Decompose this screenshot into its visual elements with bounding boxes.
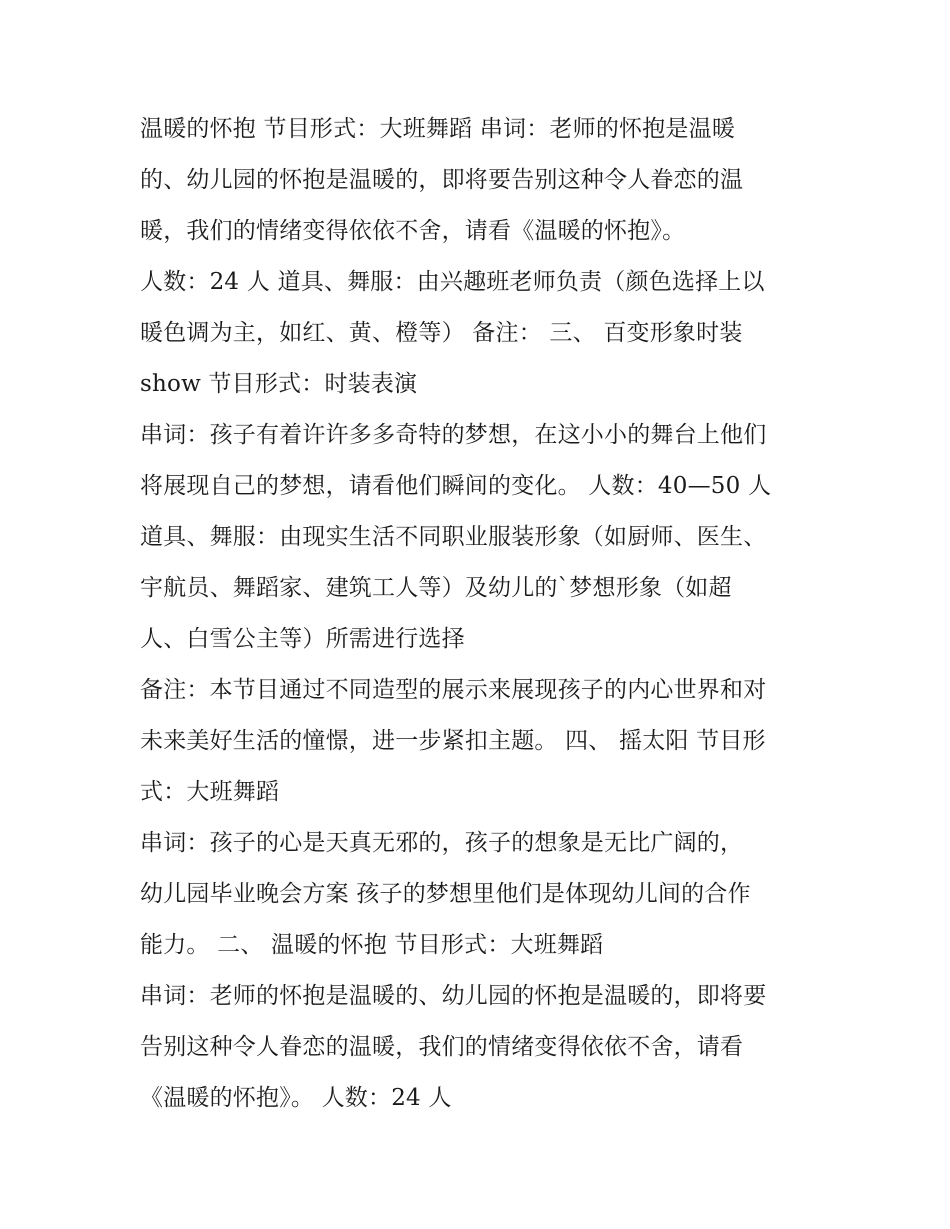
text-line-12: 备注：本节目通过不同造型的展示来展现孩子的内心世界和对 xyxy=(140,677,767,703)
text-line-13: 未来美好生活的憧憬，进一步紧扣主题。 四、 摇太阳 节目形 xyxy=(140,728,766,754)
text-line-2: 的、幼儿园的怀抱是温暖的，即将要告别这种令人眷恋的温 xyxy=(140,167,744,193)
text-line-7: 串词：孩子有着许许多多奇特的梦想，在这小小的舞台上他们 xyxy=(140,422,767,448)
text-line-17: 能力。 二、 温暖的怀抱 节目形式：大班舞蹈 xyxy=(140,932,604,958)
text-line-3: 暖，我们的情绪变得依依不舍，请看《温暖的怀抱》。 xyxy=(140,218,686,244)
text-line-18: 串词：老师的怀抱是温暖的、幼儿园的怀抱是温暖的，即将要 xyxy=(140,983,767,1009)
text-line-15: 串词：孩子的心是天真无邪的，孩子的想象是无比广阔的， xyxy=(140,830,744,856)
text-line-19: 告别这种令人眷恋的温暖，我们的情绪变得依依不舍，请看 xyxy=(140,1034,744,1060)
text-line-10: 宇航员、舞蹈家、建筑工人等）及幼儿的`梦想形象（如超 xyxy=(140,575,732,601)
text-body xyxy=(140,110,840,1130)
text-line-5: 暖色调为主，如红、黄、橙等） 备注： 三、 百变形象时装 xyxy=(140,320,743,346)
text-line-11: 人、白雪公主等）所需进行选择 xyxy=(140,626,465,652)
text-line-20: 《温暖的怀抱》。 人数：24 人 xyxy=(140,1085,452,1111)
text-line-8: 将展现自己的梦想，请看他们瞬间的变化。 人数：40—50 人 xyxy=(140,473,772,499)
text-line-16: 幼儿园毕业晚会方案 孩子的梦想里他们是体现幼儿间的合作 xyxy=(140,881,751,907)
text-line-4: 人数：24 人 道具、舞服：由兴趣班老师负责（颜色选择上以 xyxy=(140,269,765,295)
text-line-6: show 节目形式：时装表演 xyxy=(140,371,418,397)
text-line-9: 道具、舞服：由现实生活不同职业服装形象（如厨师、医生、 xyxy=(140,524,767,550)
text-line-14: 式：大班舞蹈 xyxy=(140,779,280,805)
text-line-1: 温暖的怀抱 节目形式：大班舞蹈 串词：老师的怀抱是温暖 xyxy=(140,116,736,142)
